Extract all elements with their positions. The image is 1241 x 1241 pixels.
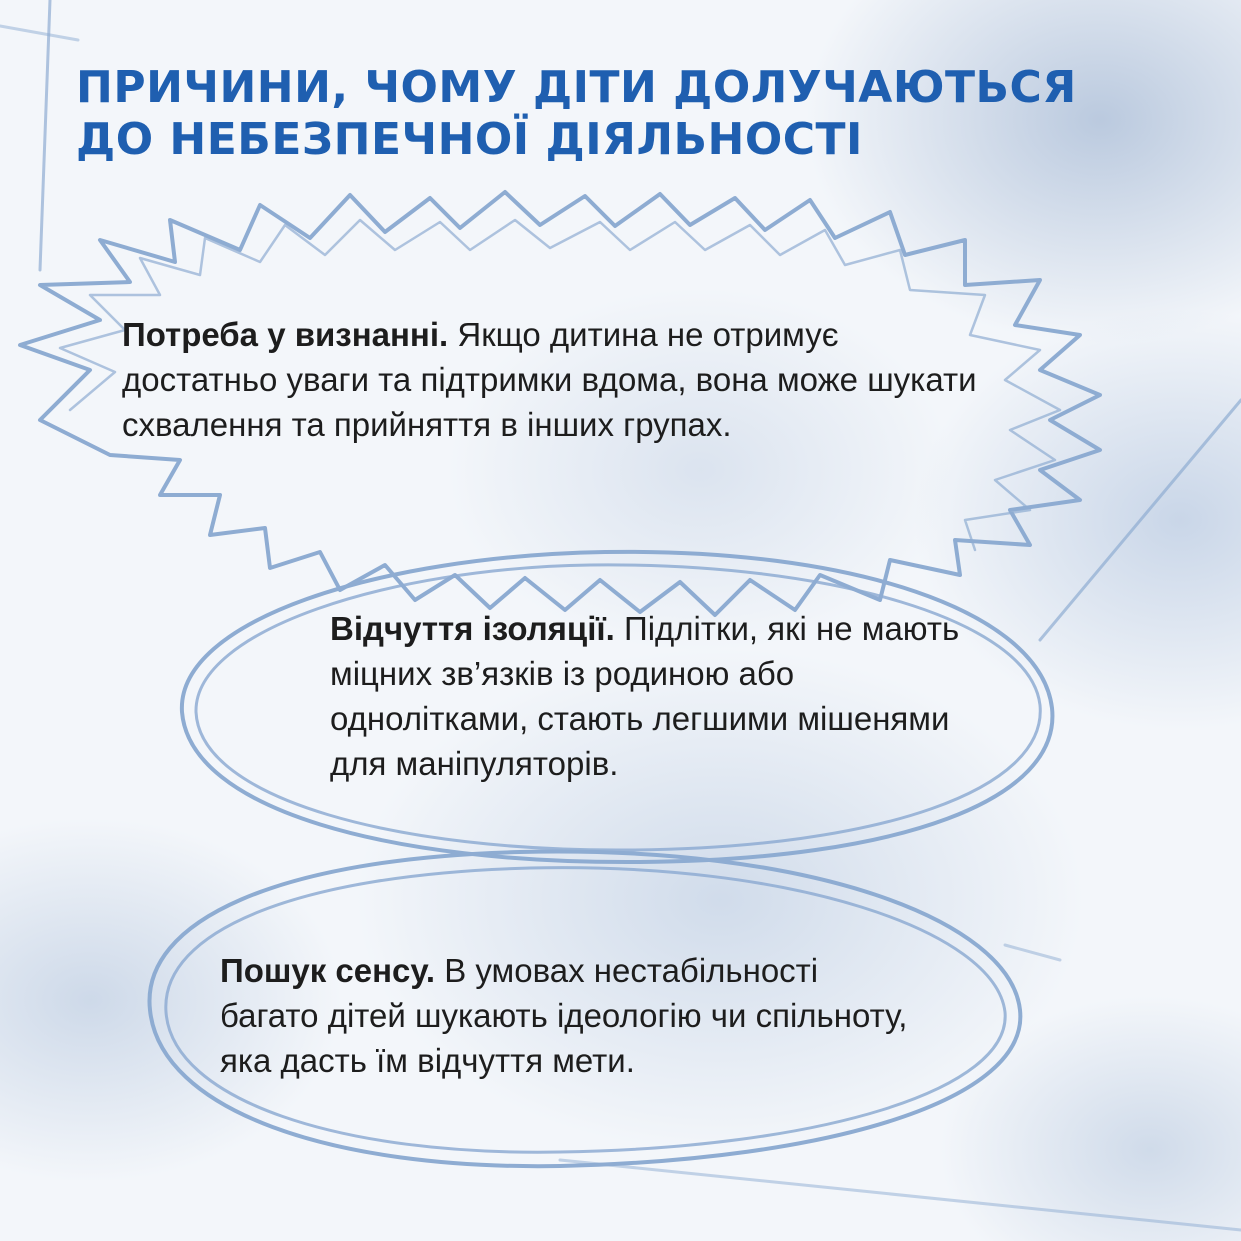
reason-isolation-text: Підлітки, які не мають міцних зв’язків із родиною або однолітками, стають легшими мішенями для маніпуляторів.	[330, 610, 960, 782]
reason-recognition-heading: Потреба у визнанні.	[122, 316, 449, 353]
reason-meaning-text: В умовах нестабільності багато дітей шукають ідеологію чи спільноту, яка дасть їм відчуття мети.	[220, 952, 908, 1079]
frame-line-left	[40, 0, 50, 270]
frame-line-lower-right	[1005, 945, 1060, 960]
frame-line-bottom	[560, 1160, 1241, 1230]
page-title-line-2: ДО НЕБЕЗПЕЧНОЇ ДІЯЛЬНОСТІ	[76, 114, 863, 165]
reason-meaning-heading: Пошук сенсу.	[220, 952, 436, 989]
reason-recognition-text: Якщо дитина не отримує достатньо уваги та підтримки вдома, вона може шукати схвалення та прийняття в інших групах.	[122, 316, 977, 443]
page-title	[76, 62, 1136, 166]
frame-line-top	[0, 26, 78, 40]
reason-meaning	[220, 948, 920, 1083]
page-title-line-1: ПРИЧИНИ, ЧОМУ ДІТИ ДОЛУЧАЮТЬСЯ	[76, 62, 1077, 113]
reason-isolation	[330, 606, 970, 786]
frame-line-right	[1040, 400, 1241, 640]
reason-isolation-heading: Відчуття ізоляції.	[330, 610, 615, 647]
reason-recognition	[122, 312, 982, 447]
